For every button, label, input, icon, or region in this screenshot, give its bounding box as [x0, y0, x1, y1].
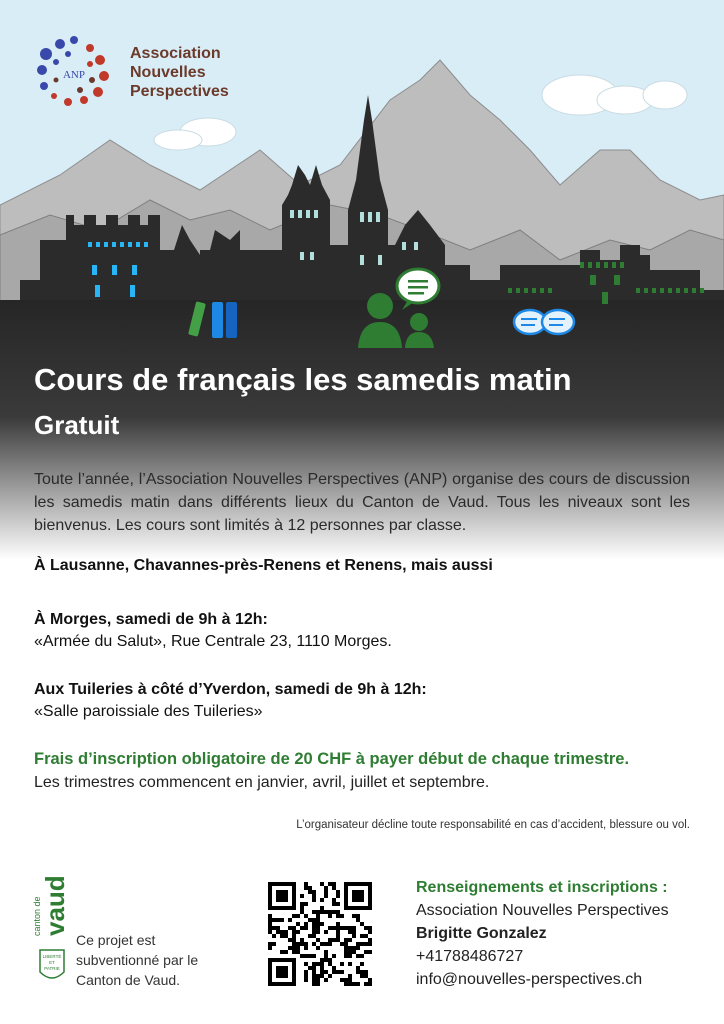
logo-abbr: ANP [62, 69, 86, 81]
books-icon [188, 301, 237, 338]
tuileries-title: Aux Tuileries à côté d’Yverdon, samedi de 9h à 12h: [34, 681, 427, 698]
logo-line: Association [130, 45, 221, 62]
vaud-motto: LIBERTÉ [42, 954, 62, 959]
contact-title: Renseignements et inscriptions : [416, 879, 668, 896]
intro-paragraph: Toute l’année, l’Association Nouvelles Perspectives (ANP) organise des cours de discussion les samedis matin dans différents lieux du Canton de Vaud. Tous les niveaux sont les bienvenus. Les cours sont limités à 12 personnes par classe. [34, 471, 690, 534]
vaud-logo-big: vaud [40, 875, 70, 936]
vaud-logo-small: canton de [32, 896, 42, 936]
anp-logo [34, 34, 234, 114]
logo-text [130, 44, 229, 101]
contact-phone[interactable]: +41788486727 [416, 948, 524, 965]
fee-notice: Frais d’inscription obligatoire de 20 CHF à payer début de chaque trimestre. [34, 750, 630, 768]
page-title: Cours de français les samedis matin [34, 362, 572, 397]
tuileries-address: «Salle paroissiale des Tuileries» [34, 703, 263, 720]
qr-code-icon [268, 882, 372, 986]
morges-address: «Armée du Salut», Rue Centrale 23, 1110 Morges. [34, 633, 392, 650]
subsidy-text: Ce projet est subventionné par le Canton de Vaud. [76, 932, 199, 988]
qr-code[interactable] [268, 882, 372, 986]
vaud-logo-icon [34, 876, 74, 986]
page-subtitle: Gratuit [34, 410, 120, 440]
vaud-motto: ET [49, 960, 55, 965]
logo-line: Perspectives [130, 83, 229, 100]
terms-text: Les trimestres commencent en janvier, avril, juillet et septembre. [34, 774, 490, 791]
anp-dots-icon [34, 34, 124, 114]
vaud-motto: PATRIE [44, 966, 60, 971]
vaud-section [34, 876, 234, 986]
locations-heading: À Lausanne, Chavannes-près-Renens et Renens, mais aussi [34, 557, 493, 574]
contact-org: Association Nouvelles Perspectives [416, 902, 669, 919]
contact-email[interactable]: info@nouvelles-perspectives.ch [416, 971, 643, 988]
morges-block [34, 609, 392, 653]
tuileries-block [34, 679, 427, 723]
disclaimer: L’organisateur décline toute responsabilité en cas d’accident, blessure ou vol. [296, 819, 690, 831]
morges-title: À Morges, samedi de 9h à 12h: [34, 611, 268, 628]
contact-name: Brigitte Gonzalez [416, 925, 547, 942]
logo-line: Nouvelles [130, 64, 206, 81]
contact-section [416, 876, 706, 991]
